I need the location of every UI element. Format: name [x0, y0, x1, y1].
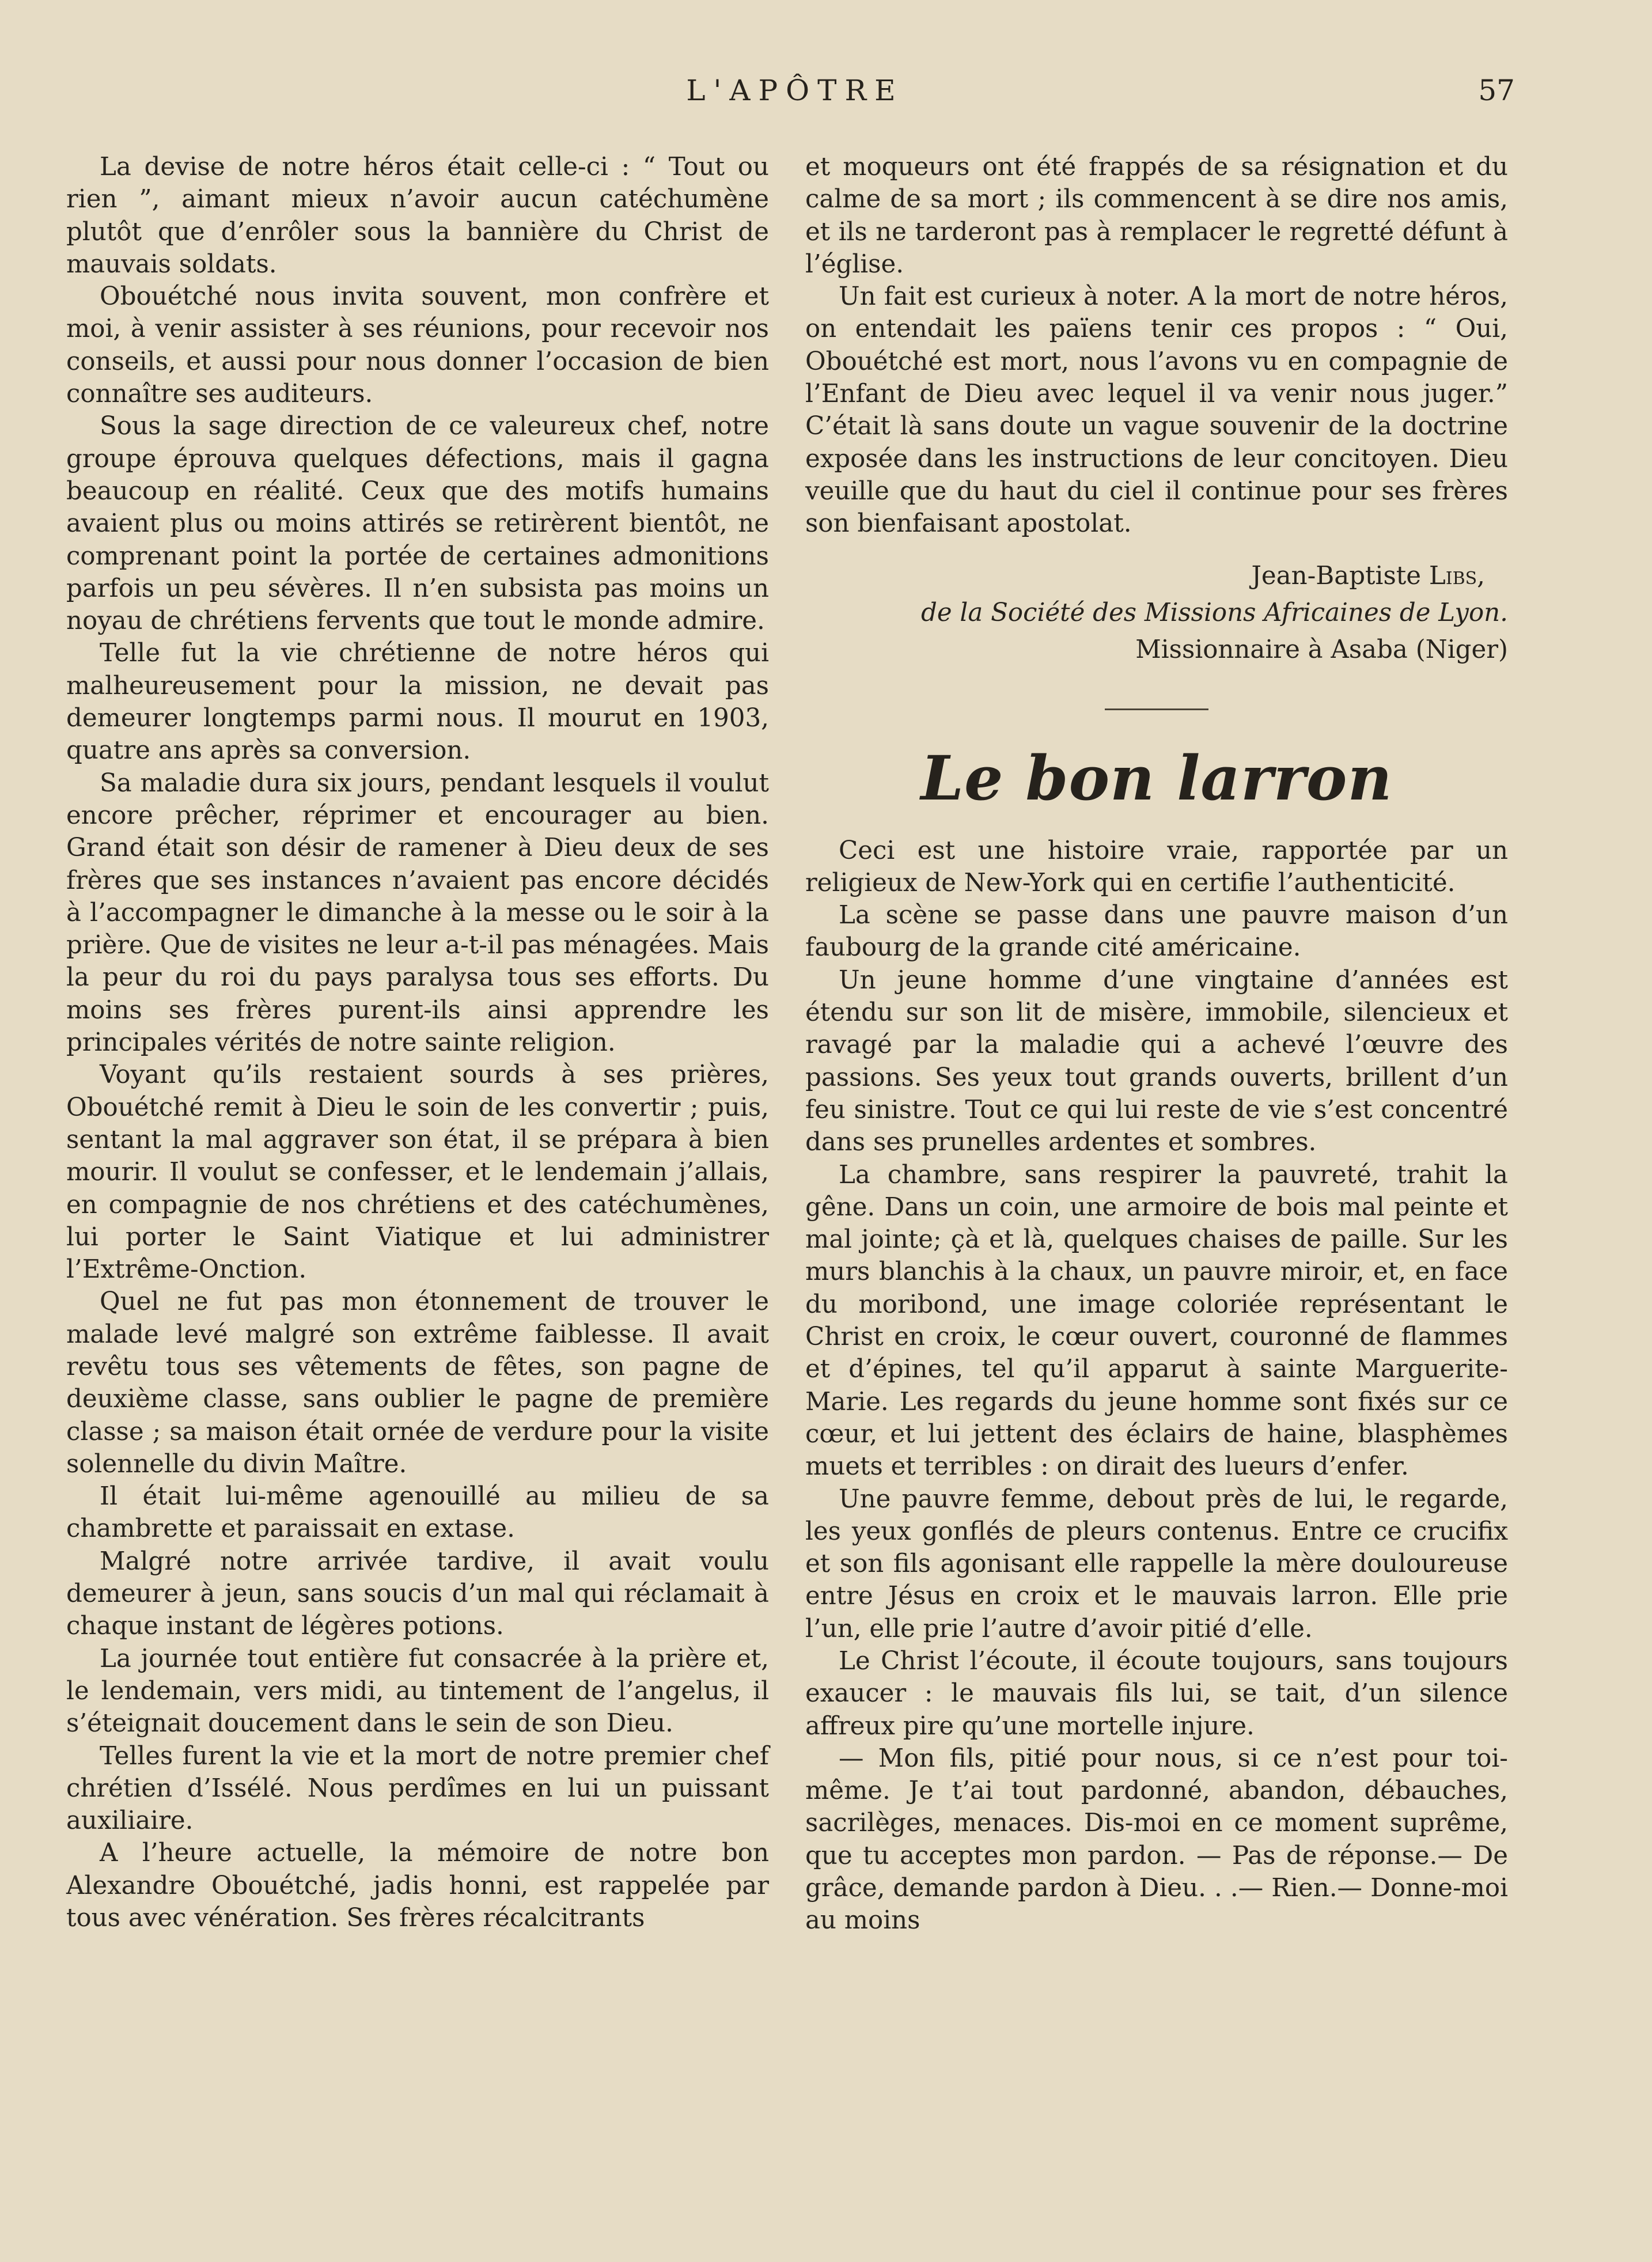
right-column: [805, 151, 1508, 1937]
paragraph: Un jeune homme d’une vingtaine d’années est étendu sur son lit de misère, immobile, silencieux et ravagé par la maladie qui a achevé l’œuvre des passions. Ses yeux tout grands ouverts, brillent d’un feu sinistre. Tout ce qui lui reste de vie s’est concentré dans ses prunelles ardentes et sombres.: [805, 965, 1508, 1157]
paragraph: Voyant qu’ils restaient sourds à ses prières, Obouétché remit à Dieu le soin de les convertir ; puis, sentant la mal aggraver son état, il se prépara à bien mourir. Il voulut se confesser, et le lendemain j’allais, en compagnie de nos chrétiens et des catéchumènes, lui porter le Saint Viatique et lui administrer l’Extrême-Onction.: [66, 1060, 769, 1285]
paragraph: Un fait est curieux à noter. A la mort de notre héros, on entendait les païens tenir ces propos : “ Oui, Obouétché est mort, nous l’avons vu en compagnie de l’Enfant de Dieu avec lequel il va venir nous juger.” C’était là sans doute un vague souvenir de la doctrine exposée dans les instructions de leur concitoyen. Dieu veuille que du haut du ciel il continue pour ses frères son bienfaisant apostolat.: [805, 282, 1508, 539]
paragraph: Sous la sage direction de ce valeureux chef, notre groupe éprouva quelques défections, mais il gagna beaucoup en réalité. Ceux que des motifs humains avaient plus ou moins attirés se retirèrent bientôt, ne comprenant point la portée de certaines admonitions parfois un peu sévères. Il n’en subsista pas moins un noyau de chrétiens fervents que tout le monde admire.: [66, 412, 769, 636]
signature-block: [805, 558, 1508, 668]
author-role: Missionnaire à Asaba (Niger): [1135, 635, 1508, 664]
paragraph: La journée tout entière fut consacrée à la prière et, le lendemain, vers midi, au tintement de l’angelus, il s’éteignait doucement dans le sein de son Dieu.: [66, 1644, 769, 1738]
journal-title: L'APÔTRE: [686, 74, 904, 107]
paragraph: A l’heure actuelle, la mémoire de notre bon Alexandre Obouétché, jadis honni, est rappelée par tous avec vénération. Ses frères récalcitrants: [66, 1839, 769, 1933]
article-title: Le bon larron: [920, 741, 1393, 814]
paragraph: et moqueurs ont été frappés de sa résignation et du calme de sa mort ; ils commencent à se dire nos amis, et ils ne tarderont pas à remplacer le regretté défunt à l’église.: [805, 153, 1508, 279]
paragraph: Telle fut la vie chrétienne de notre héros qui malheureusement pour la mission, ne devait pas demeurer longtemps parmi nous. Il mourut en 1903, quatre ans après sa conversion.: [66, 639, 769, 766]
left-column: [66, 151, 769, 1934]
paragraph: Il était lui-même agenouillé au milieu de sa chambrette et paraissait en extase.: [66, 1482, 769, 1544]
paragraph: Malgré notre arrivée tardive, il avait voulu demeurer à jeun, sans soucis d’un mal qui réclamait à chaque instant de légères potions.: [66, 1547, 769, 1641]
paragraph: Ceci est une histoire vraie, rapportée par un religieux de New-York qui en certifie l’authenticité.: [805, 836, 1508, 897]
running-head: [0, 74, 1652, 114]
paragraph: Le Christ l’écoute, il écoute toujours, sans toujours exaucer : le mauvais fils lui, se tait, d’un silence affreux pire qu’une mortelle injure.: [805, 1646, 1508, 1741]
paragraph: Quel ne fut pas mon étonnement de trouver le malade levé malgré son extrême faiblesse. Il avait revêtu tous ses vêtements de fêtes, son pagne de deuxième classe, sans oublier le pagne de première classe ; sa maison était ornée de verdure pour la visite solennelle du divin Maître.: [66, 1287, 769, 1479]
paragraph: La devise de notre héros était celle-ci : “ Tout ou rien ”, aimant mieux n’avoir aucun catéchumène plutôt que d’enrôler sous la bannière du Christ de mauvais soldats.: [66, 153, 769, 279]
paragraph: Une pauvre femme, debout près de lui, le regarde, les yeux gonflés de pleurs contenus. Entre ce crucifix et son fils agonisant elle rappelle la mère douloureuse entre Jésus en croix et le mauvais larron. Elle prie l’un, elle prie l’autre d’avoir pitié d’elle.: [805, 1484, 1508, 1643]
paragraph: Sa maladie dura six jours, pendant lesquels il voulut encore prêcher, réprimer et encourager au bien. Grand était son désir de ramener à Dieu deux de ses frères que ses instances n’avaient pas encore décidés à l’accompagner le dimanche à la messe ou le soir à la prière. Que de visites ne leur a-t-il pas ménagées. Mais la peur du roi du pays paralysa tous ses efforts. Du moins ses frères purent-ils ainsi apprendre les principales vérités de notre sainte religion.: [66, 768, 769, 1058]
paragraph: — Mon fils, pitié pour nous, si ce n’est pour toi-même. Je t’ai tout pardonné, abandon, débauches, sacrilèges, menaces. Dis-moi en ce moment suprême, que tu acceptes mon pardon. — Pas de réponse.— De grâce, demande pardon à Dieu. . .— Rien.— Donne-moi au moins: [805, 1744, 1508, 1935]
paragraph: Telles furent la vie et la mort de notre premier chef chrétien d’Issélé. Nous perdîmes en lui un puissant auxiliaire.: [66, 1741, 769, 1836]
author-name: [805, 558, 1508, 594]
author-last-name: Libs,: [1429, 561, 1485, 590]
section-divider: [1105, 708, 1208, 710]
paragraph: Obouétché nous invita souvent, mon confrère et moi, à venir assister à ses réunions, pour recevoir nos conseils, et aussi pour nous donner l’occasion de bien connaître ses auditeurs.: [66, 282, 769, 409]
author-first-name: Jean-Baptiste: [1251, 561, 1429, 590]
author-society: de la Société des Missions Africaines de Lyon.: [921, 598, 1508, 627]
paragraph: La chambre, sans respirer la pauvreté, trahit la gêne. Dans un coin, une armoire de bois mal peinte et mal jointe; çà et là, quelques chaises de paille. Sur les murs blanchis à la chaux, un pauvre miroir, et, en face du moribond, une image coloriée représentant le Christ en croix, le cœur ouvert, couronné de flammes et d’épines, tel qu’il apparut à sainte Marguerite-Marie. Les regards du jeune homme sont fixés sur ce cœur, et lui jettent des éclairs de haine, blasphèmes muets et terribles : on dirait des lueurs d’enfer.: [805, 1160, 1508, 1482]
page-number: 57: [1478, 74, 1515, 107]
paragraph: La scène se passe dans une pauvre maison d’un faubourg de la grande cité américaine.: [805, 901, 1508, 963]
